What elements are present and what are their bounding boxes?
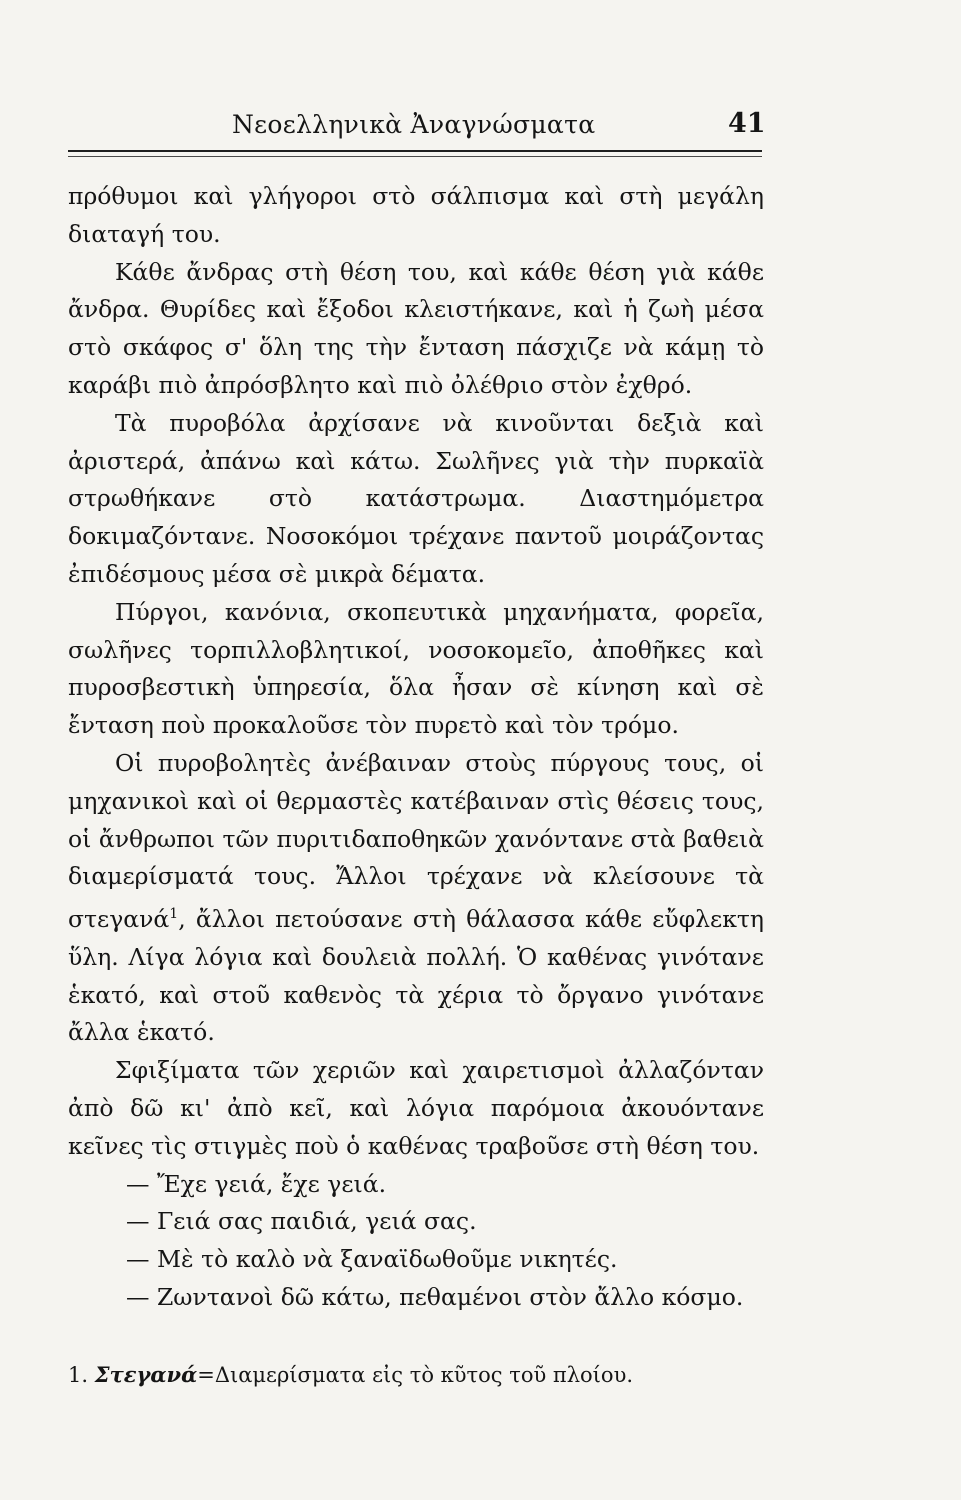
footnote — [68, 1362, 633, 1387]
footnote-number: 1. — [68, 1363, 89, 1387]
page-number: 41 — [728, 108, 766, 139]
paragraph: Σφιξίματα τῶν χεριῶν καὶ χαιρετισμοὶ ἀλλαζόνταν ἀπὸ δῶ κι' ἀπὸ κεῖ, καὶ λόγια παρόμοια ἀκουόντανε κεῖνες τὶς στιγμὲς ποὺ ὁ καθένας τραβοῦσε στὴ θέση του. — [68, 1056, 764, 1160]
paragraph: Τὰ πυροβόλα ἀρχίσανε νὰ κινοῦνται δεξιὰ καὶ ἀριστερά, ἀπάνω καὶ κάτω. Σωλῆνες γιὰ τὴν πυρκαϊὰ στρωθήκανε στὸ κατάστρωμα. Διαστημόμετρα δοκιμαζόντανε. Νοσοκόμοι τρέχανε παντοῦ μοιράζοντας ἐπιδέσμους μέσα σὲ μικρὰ δέματα. — [68, 408, 764, 588]
dialogue-line: — Γειά σας παιδιά, γειά σας. — [126, 1207, 477, 1236]
footnote-reference: 1 — [169, 906, 179, 923]
dialogue-line: — Ἔχε γειά, ἔχε γειά. — [126, 1169, 387, 1198]
running-title: Νεοελληνικὰ Ἀναγνώσματα — [232, 110, 596, 139]
footnote-definition: =Διαμερίσματα εἰς τὸ κῦτος τοῦ πλοίου. — [197, 1363, 634, 1387]
paragraph: Κάθε ἄνδρας στὴ θέση του, καὶ κάθε θέση γιὰ κάθε ἄνδρα. Θυρίδες καὶ ἔξοδοι κλειστήκανε, καὶ ἡ ζωὴ μέσα στὸ σκάφος σ' ὅλη της τὴν ἔνταση πάσχιζε νὰ κάμῃ τὸ καράβι πιὸ ἀπρόσβλητο καὶ πιὸ ὀλέθριο στὸν ἐχθρό. — [68, 257, 764, 399]
dialogue-line: — Μὲ τὸ καλὸ νὰ ξαναϊδωθοῦμε νικητές. — [126, 1245, 618, 1274]
paragraph-with-footnote — [68, 745, 764, 1052]
paragraph-text: , ἄλλοι πετούσανε στὴ θάλασσα κάθε εὔφλεκτη ὕλη. Λίγα λόγια καὶ δουλειὰ πολλή. Ὁ καθένας γινότανε ἑκατό, καὶ στοῦ καθενὸς τὰ χέρια τὸ ὄργανο γινότανε ἄλλα ἑκατό. — [68, 904, 764, 1047]
header-rule-thin — [68, 156, 762, 157]
header-rule — [68, 150, 762, 152]
footnote-term: Στεγανά — [94, 1362, 198, 1387]
paragraph: πρόθυμοι καὶ γλήγοροι στὸ σάλπισμα καὶ στὴ μεγάλη διαταγή του. — [68, 182, 764, 248]
dialogue-line: — Ζωντανοὶ δῶ κάτω, πεθαμένοι στὸν ἄλλο κόσμο. — [126, 1282, 744, 1311]
body-text — [68, 178, 764, 1317]
paragraph: Πύργοι, κανόνια, σκοπευτικὰ μηχανήματα, φορεῖα, σωλῆνες τορπιλλοβλητικοί, νοσοκομεῖο, ἀποθῆκες καὶ πυροσβεστικὴ ὑπηρεσία, ὅλα ἦσαν σὲ κίνηση καὶ σὲ ἔνταση ποὺ προκαλοῦσε τὸν πυρετὸ καὶ τὸν τρόμο. — [68, 597, 764, 740]
paragraph-text: Οἱ πυροβολητὲς ἀνέβαιναν στοὺς πύργους τους, οἱ μηχανικοὶ καὶ οἱ θερμαστὲς κατέβαιναν στὶς θέσεις τους, οἱ ἄνθρωποι τῶν πυριτιδαποθηκῶν χανόντανε στὰ βαθειὰ διαμερίσματά τους. Ἄλλοι τρέχανε νὰ κλείσουνε τὰ στεγανά — [68, 748, 764, 933]
